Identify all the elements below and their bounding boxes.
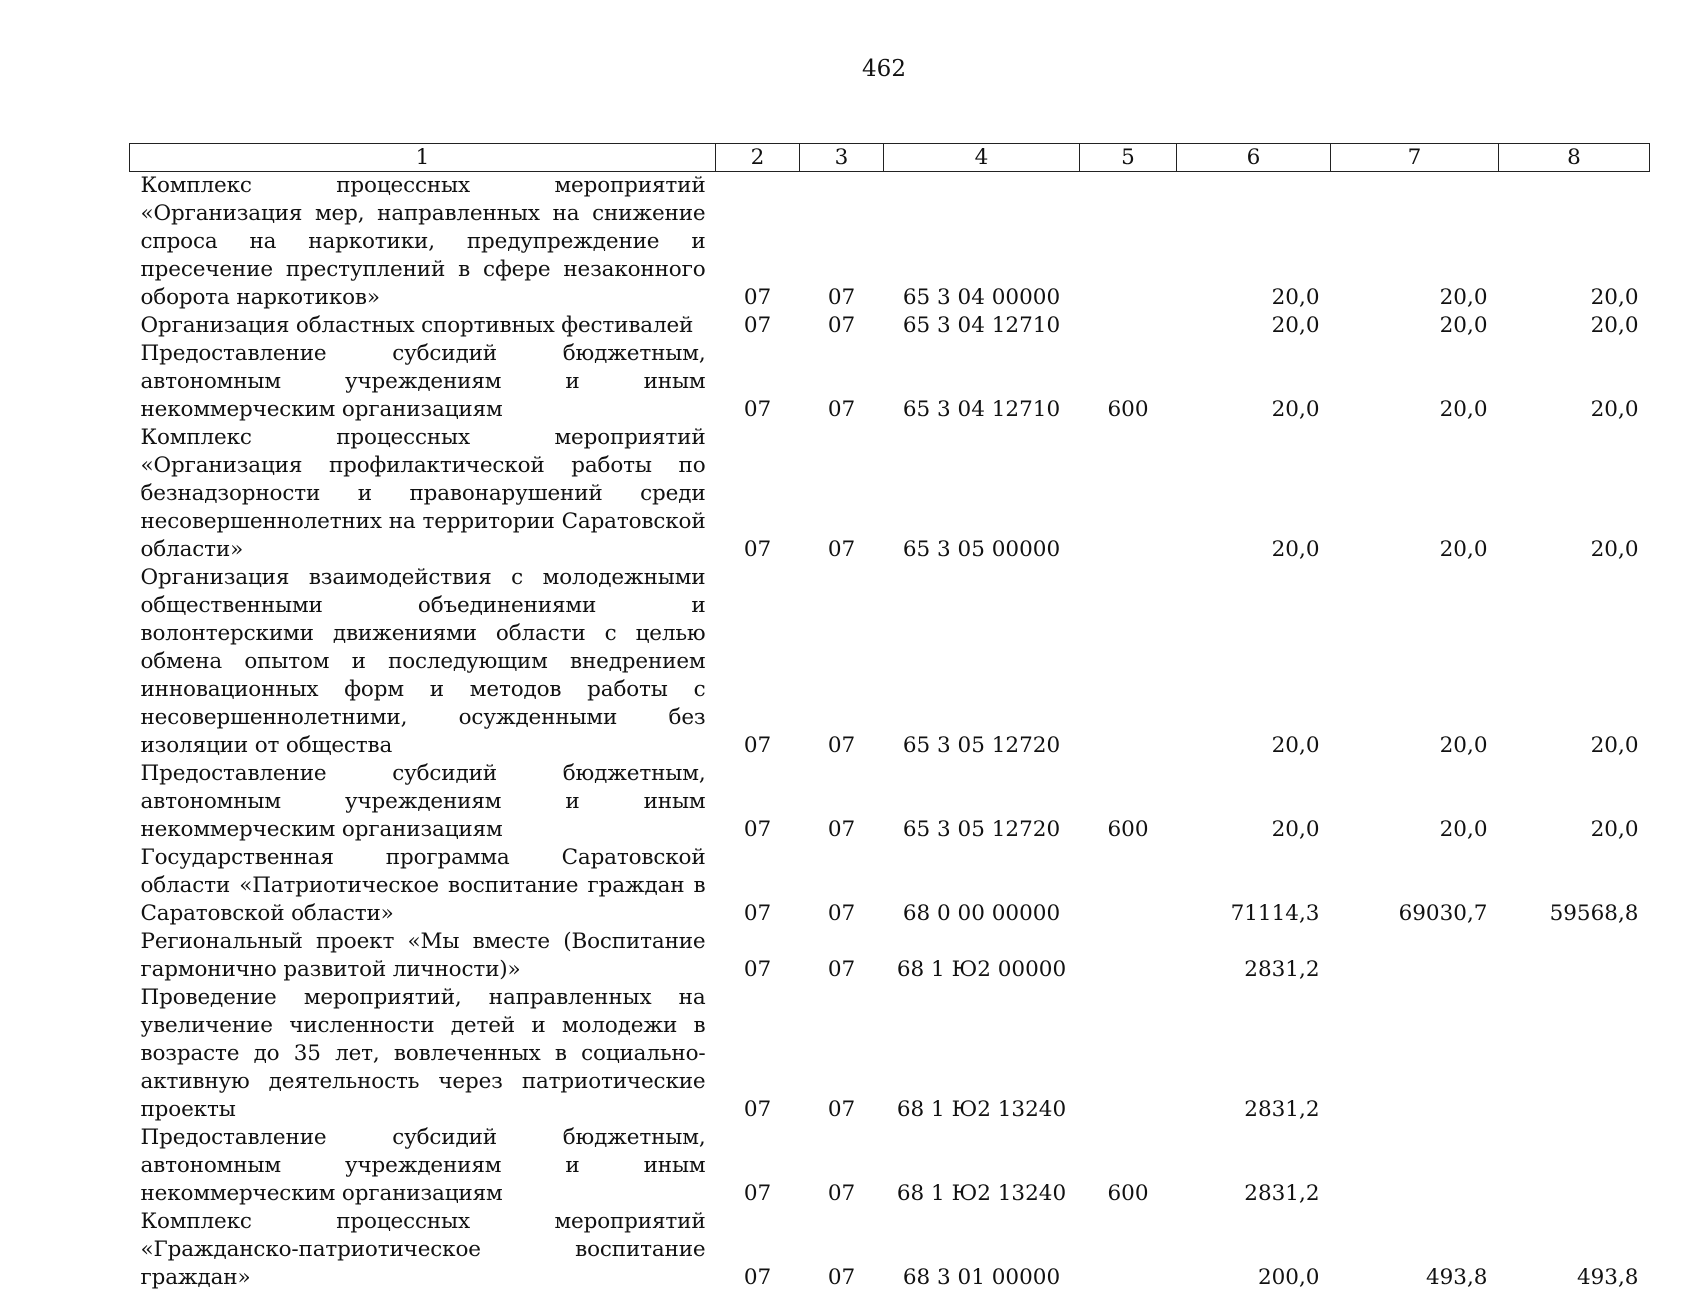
row-amount-year-2: 20,0 — [1331, 760, 1499, 844]
row-amount-year-3: 20,0 — [1499, 760, 1650, 844]
row-amount-year-1: 20,0 — [1177, 760, 1331, 844]
row-amount-year-3: 59568,8 — [1499, 844, 1650, 928]
table-row — [130, 928, 1650, 984]
row-amount-year-3 — [1499, 928, 1650, 984]
table-row — [130, 340, 1650, 424]
column-header-3: 3 — [800, 144, 884, 172]
row-amount-year-2 — [1331, 984, 1499, 1124]
row-amount-year-1: 2831,2 — [1177, 1124, 1331, 1208]
row-subsection: 07 — [800, 984, 884, 1124]
row-section: 07 — [716, 564, 800, 760]
table-row — [130, 1208, 1650, 1292]
column-header-7: 7 — [1331, 144, 1499, 172]
row-subsection: 07 — [800, 172, 884, 313]
row-section: 07 — [716, 1208, 800, 1292]
row-section: 07 — [716, 984, 800, 1124]
row-amount-year-1: 20,0 — [1177, 564, 1331, 760]
row-target-code: 65 3 05 00000 — [884, 424, 1080, 564]
row-amount-year-1: 20,0 — [1177, 312, 1331, 340]
row-amount-year-3: 20,0 — [1499, 564, 1650, 760]
row-description: Комплекс процессных мероприятий «Организация профилактической работы по безнадзорности и правонарушений среди несовершеннолетних на территории Саратовской области» — [130, 424, 716, 564]
row-amount-year-2: 69030,7 — [1331, 844, 1499, 928]
column-header-5: 5 — [1080, 144, 1177, 172]
row-amount-year-2: 493,8 — [1331, 1208, 1499, 1292]
row-subsection: 07 — [800, 928, 884, 984]
row-target-code: 65 3 05 12720 — [884, 564, 1080, 760]
row-expense-type: 600 — [1080, 340, 1177, 424]
row-subsection: 07 — [800, 424, 884, 564]
row-section: 07 — [716, 1124, 800, 1208]
row-target-code: 68 3 01 00000 — [884, 1208, 1080, 1292]
row-target-code: 65 3 04 12710 — [884, 340, 1080, 424]
table-row — [130, 1124, 1650, 1208]
budget-table — [129, 143, 1650, 1292]
page-number: 462 — [0, 55, 1697, 83]
row-amount-year-3: 493,8 — [1499, 1208, 1650, 1292]
row-subsection: 07 — [800, 1208, 884, 1292]
row-description: Предоставление субсидий бюджетным, автономным учреждениям и иным некоммерческим организациям — [130, 1124, 716, 1208]
row-target-code: 65 3 04 12710 — [884, 312, 1080, 340]
row-expense-type — [1080, 172, 1177, 313]
row-amount-year-1: 200,0 — [1177, 1208, 1331, 1292]
row-amount-year-1: 71114,3 — [1177, 844, 1331, 928]
row-subsection: 07 — [800, 760, 884, 844]
row-description: Проведение мероприятий, направленных на увеличение численности детей и молодежи в возрасте до 35 лет, вовлеченных в социально-активную деятельность через патриотические проекты — [130, 984, 716, 1124]
row-amount-year-3: 20,0 — [1499, 340, 1650, 424]
row-subsection: 07 — [800, 312, 884, 340]
row-expense-type: 600 — [1080, 760, 1177, 844]
row-expense-type — [1080, 1208, 1177, 1292]
row-amount-year-2 — [1331, 928, 1499, 984]
row-section: 07 — [716, 760, 800, 844]
row-amount-year-3: 20,0 — [1499, 424, 1650, 564]
row-description: Комплекс процессных мероприятий «Организация мер, направленных на снижение спроса на наркотики, предупреждение и пресечение преступлений в сфере незаконного оборота наркотиков» — [130, 172, 716, 313]
row-amount-year-2: 20,0 — [1331, 340, 1499, 424]
row-description: Предоставление субсидий бюджетным, автономным учреждениям и иным некоммерческим организациям — [130, 760, 716, 844]
table-row — [130, 172, 1650, 313]
column-header-6: 6 — [1177, 144, 1331, 172]
row-section: 07 — [716, 312, 800, 340]
row-expense-type — [1080, 424, 1177, 564]
row-description: Предоставление субсидий бюджетным, автономным учреждениям и иным некоммерческим организациям — [130, 340, 716, 424]
row-amount-year-1: 20,0 — [1177, 340, 1331, 424]
row-amount-year-2 — [1331, 1124, 1499, 1208]
row-amount-year-1: 2831,2 — [1177, 984, 1331, 1124]
row-amount-year-3: 20,0 — [1499, 312, 1650, 340]
table-header-row — [130, 144, 1650, 172]
row-target-code: 65 3 05 12720 — [884, 760, 1080, 844]
table-row — [130, 424, 1650, 564]
row-description: Организация областных спортивных фестивалей — [130, 312, 716, 340]
row-expense-type — [1080, 928, 1177, 984]
row-section: 07 — [716, 172, 800, 313]
table-row — [130, 312, 1650, 340]
row-description: Комплекс процессных мероприятий «Гражданско-патриотическое воспитание граждан» — [130, 1208, 716, 1292]
row-section: 07 — [716, 844, 800, 928]
row-target-code: 65 3 04 00000 — [884, 172, 1080, 313]
row-expense-type — [1080, 844, 1177, 928]
row-section: 07 — [716, 424, 800, 564]
row-subsection: 07 — [800, 564, 884, 760]
row-amount-year-1: 20,0 — [1177, 424, 1331, 564]
row-description: Организация взаимодействия с молодежными общественными объединениями и волонтерскими движениями области с целью обмена опытом и последующим внедрением инновационных форм и методов работы с несовершеннолетними, осужденными без изоляции от общества — [130, 564, 716, 760]
row-subsection: 07 — [800, 844, 884, 928]
row-description: Государственная программа Саратовской области «Патриотическое воспитание граждан в Саратовской области» — [130, 844, 716, 928]
row-expense-type — [1080, 984, 1177, 1124]
row-target-code: 68 1 Ю2 13240 — [884, 984, 1080, 1124]
row-amount-year-3 — [1499, 1124, 1650, 1208]
row-section: 07 — [716, 340, 800, 424]
table-row — [130, 984, 1650, 1124]
row-amount-year-2: 20,0 — [1331, 172, 1499, 313]
row-amount-year-2: 20,0 — [1331, 312, 1499, 340]
table-body — [130, 172, 1650, 1292]
row-expense-type — [1080, 312, 1177, 340]
row-amount-year-3: 20,0 — [1499, 172, 1650, 313]
row-amount-year-1: 20,0 — [1177, 172, 1331, 313]
row-section: 07 — [716, 928, 800, 984]
column-header-4: 4 — [884, 144, 1080, 172]
column-header-2: 2 — [716, 144, 800, 172]
row-target-code: 68 1 Ю2 00000 — [884, 928, 1080, 984]
row-amount-year-2: 20,0 — [1331, 564, 1499, 760]
row-amount-year-2: 20,0 — [1331, 424, 1499, 564]
table-row — [130, 564, 1650, 760]
row-subsection: 07 — [800, 340, 884, 424]
column-header-1: 1 — [130, 144, 716, 172]
column-header-8: 8 — [1499, 144, 1650, 172]
row-target-code: 68 1 Ю2 13240 — [884, 1124, 1080, 1208]
row-amount-year-3 — [1499, 984, 1650, 1124]
row-expense-type — [1080, 564, 1177, 760]
row-expense-type: 600 — [1080, 1124, 1177, 1208]
table-row — [130, 760, 1650, 844]
row-description: Региональный проект «Мы вместе (Воспитание гармонично развитой личности)» — [130, 928, 716, 984]
row-target-code: 68 0 00 00000 — [884, 844, 1080, 928]
table-row — [130, 844, 1650, 928]
row-amount-year-1: 2831,2 — [1177, 928, 1331, 984]
row-subsection: 07 — [800, 1124, 884, 1208]
